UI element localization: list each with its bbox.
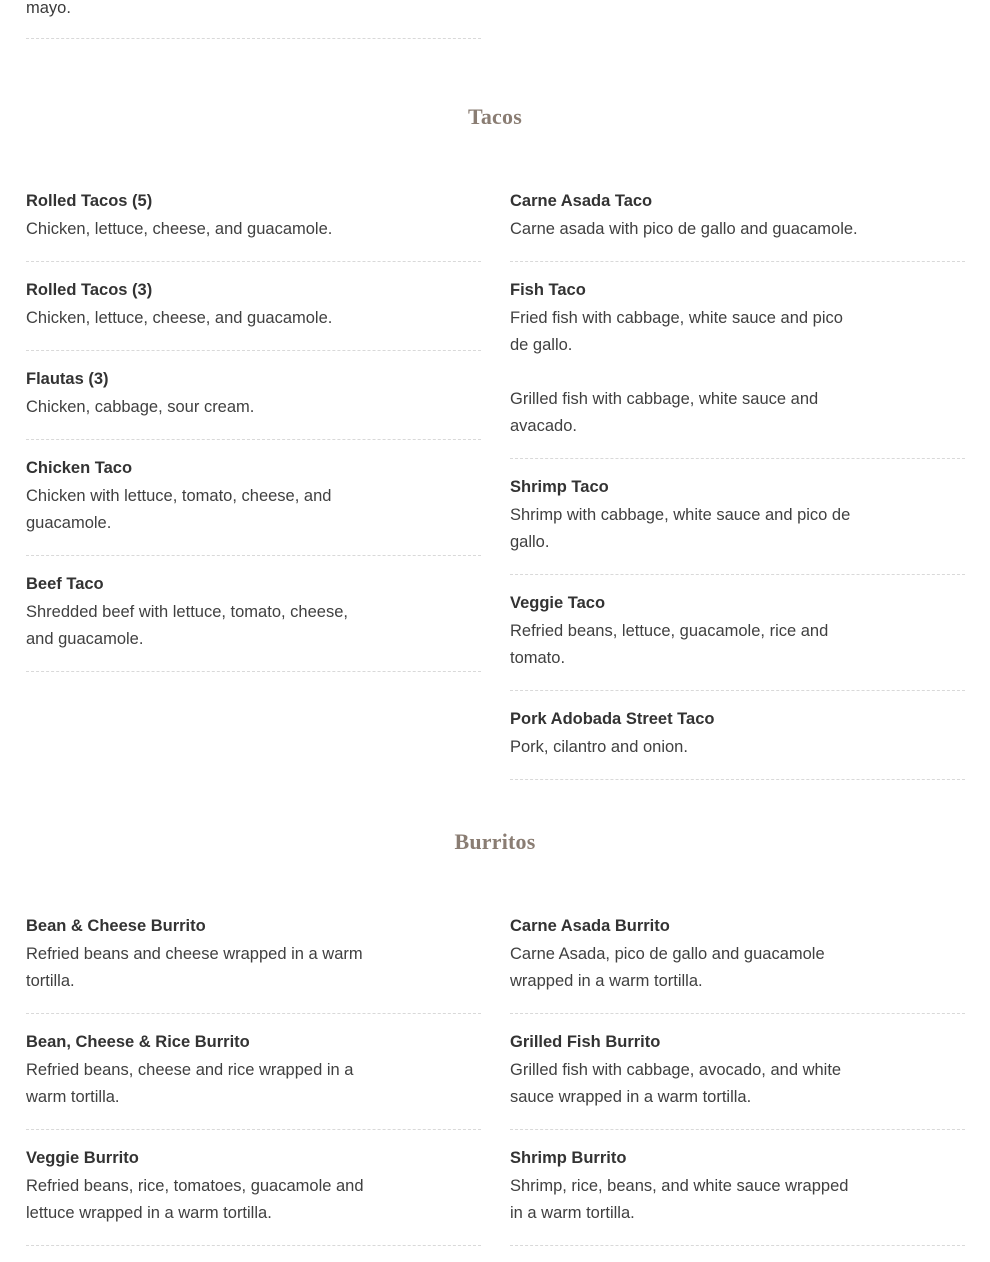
menu-item xyxy=(510,475,965,575)
item-name: Bean, Cheese & Rice Burrito xyxy=(26,1033,250,1051)
menu-item xyxy=(26,367,481,440)
menu-item xyxy=(26,914,481,1014)
item-description: Shrimp, rice, beans, and white sauce wrapped in a warm tortilla. xyxy=(510,1177,849,1222)
item-description: Shredded beef with lettuce, tomato, cheese, and guacamole. xyxy=(26,603,348,648)
item-name: Fish Taco xyxy=(510,281,586,299)
item-description: Chicken, lettuce, cheese, and guacamole. xyxy=(26,220,333,238)
item-description: Chicken, lettuce, cheese, and guacamole. xyxy=(26,309,333,327)
item-name: Shrimp Burrito xyxy=(510,1149,627,1167)
menu-item xyxy=(26,572,481,672)
menu-item xyxy=(510,707,965,780)
burritos-left-column xyxy=(26,914,481,1262)
previous-item-desc: mayo. xyxy=(26,0,71,17)
item-name: Carne Asada Burrito xyxy=(510,917,670,935)
item-description: Refried beans, lettuce, guacamole, rice and tomato. xyxy=(510,622,829,667)
menu-item xyxy=(26,189,481,262)
menu-item xyxy=(510,591,965,691)
item-name: Shrimp Taco xyxy=(510,478,609,496)
previous-item-fragment xyxy=(26,0,481,39)
item-description: Refried beans and cheese wrapped in a warm tortilla. xyxy=(26,945,363,990)
menu-item xyxy=(26,1030,481,1130)
item-name: Pork Adobada Street Taco xyxy=(510,710,715,728)
item-description: Fried fish with cabbage, white sauce and pico de gallo. xyxy=(510,309,843,354)
item-description: Shrimp with cabbage, white sauce and pico de gallo. xyxy=(510,506,851,551)
item-description: Pork, cilantro and onion. xyxy=(510,738,688,756)
menu-item xyxy=(26,456,481,556)
item-name: Carne Asada Taco xyxy=(510,192,653,210)
item-name: Chicken Taco xyxy=(26,459,133,477)
menu-item xyxy=(510,189,965,262)
item-description: Carne asada with pico de gallo and guacamole. xyxy=(510,220,858,238)
burritos-right-column xyxy=(510,914,965,1262)
menu-item xyxy=(510,278,965,459)
section-title-tacos: Tacos xyxy=(468,104,522,129)
menu-item xyxy=(510,1030,965,1130)
item-name: Grilled Fish Burrito xyxy=(510,1033,661,1051)
item-name: Rolled Tacos (3) xyxy=(26,281,153,299)
menu-item xyxy=(26,278,481,351)
item-description: Chicken, cabbage, sour cream. xyxy=(26,398,255,416)
item-description: Refried beans, cheese and rice wrapped in a warm tortilla. xyxy=(26,1061,354,1106)
menu-item xyxy=(510,914,965,1014)
item-name: Flautas (3) xyxy=(26,370,109,388)
item-name: Beef Taco xyxy=(26,575,104,593)
item-name: Bean & Cheese Burrito xyxy=(26,917,206,935)
item-description-alt: Grilled fish with cabbage, white sauce and avacado. xyxy=(510,390,819,435)
menu-item xyxy=(510,1146,965,1246)
item-description: Refried beans, rice, tomatoes, guacamole and lettuce wrapped in a warm tortilla. xyxy=(26,1177,364,1222)
menu-item xyxy=(26,1146,481,1246)
section-title-burritos: Burritos xyxy=(454,829,536,854)
item-description: Grilled fish with cabbage, avocado, and white sauce wrapped in a warm tortilla. xyxy=(510,1061,842,1106)
item-name: Veggie Taco xyxy=(510,594,606,612)
tacos-right-column xyxy=(510,189,965,796)
item-name: Rolled Tacos (5) xyxy=(26,192,153,210)
tacos-left-column xyxy=(26,189,481,688)
item-description: Carne Asada, pico de gallo and guacamole wrapped in a warm tortilla. xyxy=(510,945,825,990)
item-name: Veggie Burrito xyxy=(26,1149,139,1167)
item-description: Chicken with lettuce, tomato, cheese, and guacamole. xyxy=(26,487,332,532)
